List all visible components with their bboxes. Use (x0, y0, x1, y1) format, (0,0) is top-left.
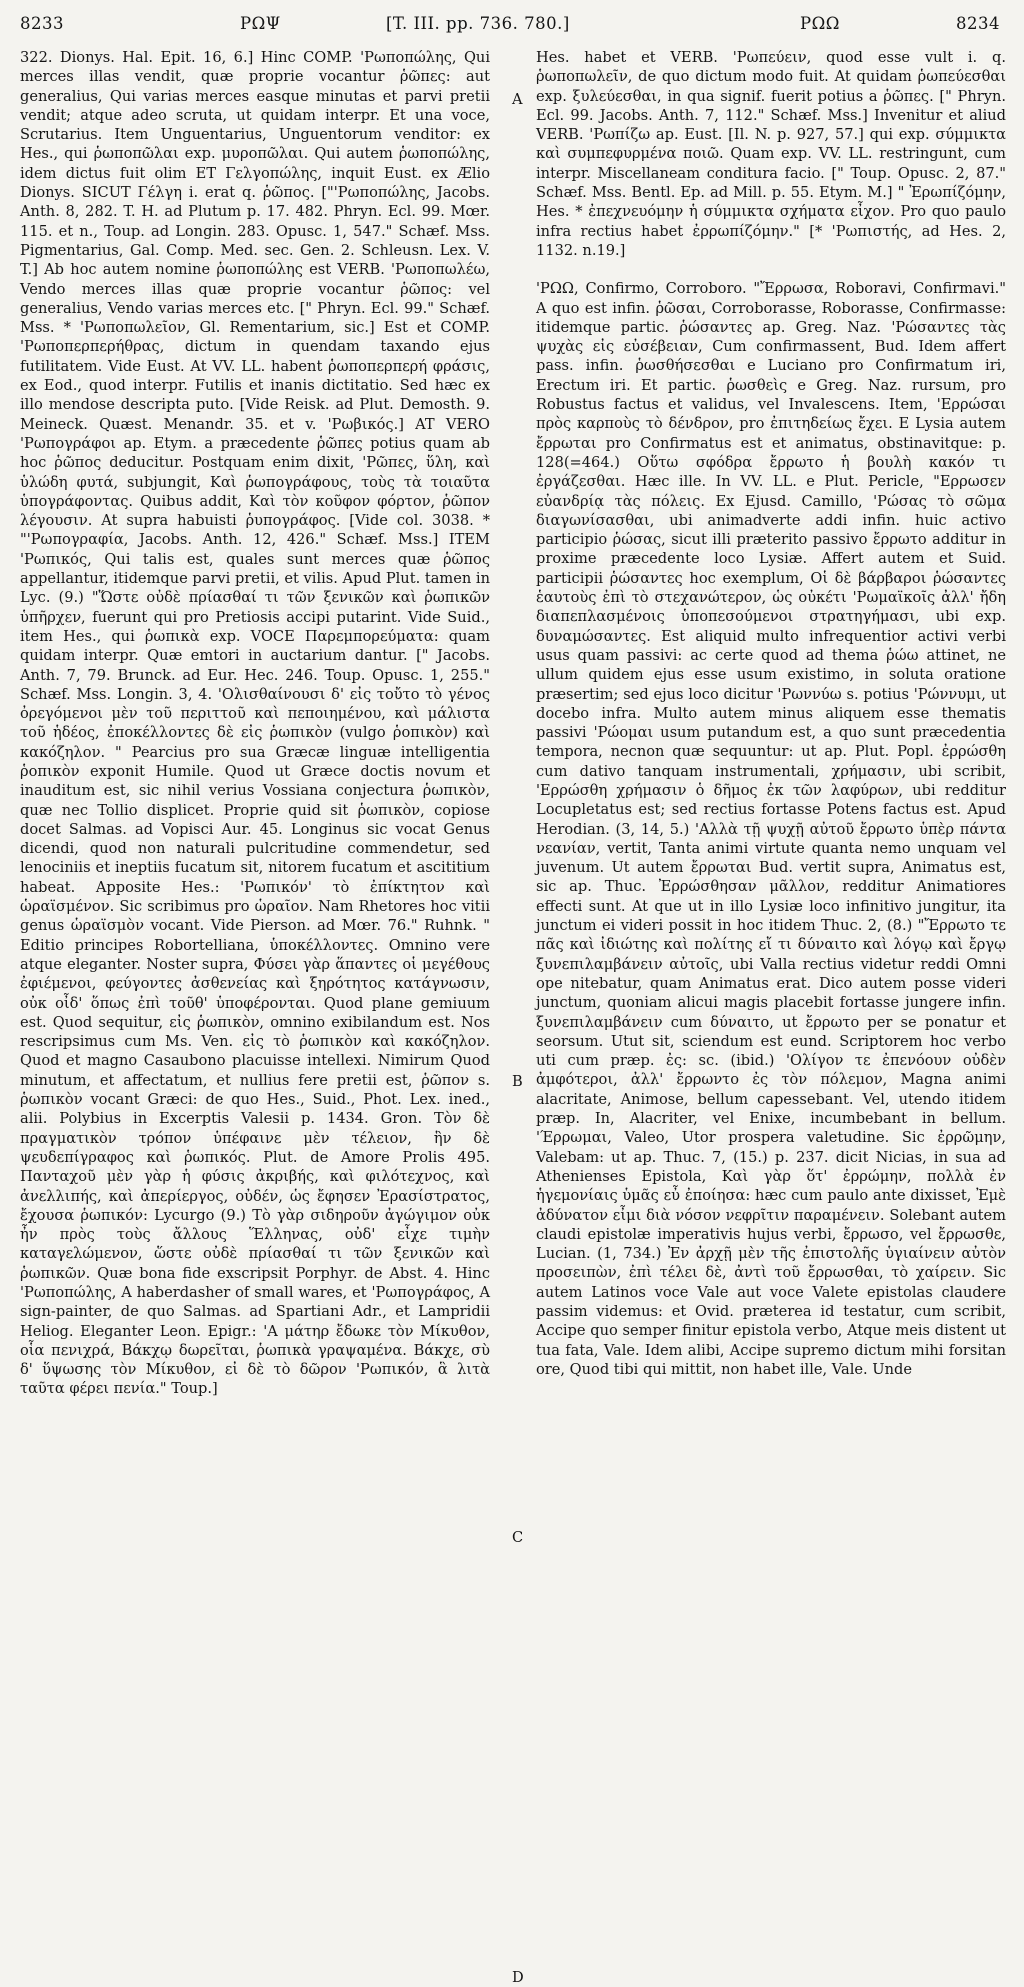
page-header (20, 8, 1006, 48)
margin-letter-d: D (512, 1969, 524, 1986)
margin-letter-a: A (512, 91, 523, 108)
volume-page-range: [T. III. pp. 736. 780.] (386, 14, 570, 33)
right-column (536, 48, 1006, 1399)
right-column-entry-ropeuein: Hes. habet et VERB. 'Ρωπεύειν, quod esse vult i. q. ῥωποπωλεῖν, de quo dictum modo fuit. At quidam ῥωπεύεσθαι exp. ξυλεύεσθαι, in qua signif. fuerit potius a ῥῶπες. [" Phryn. Ecl. 99. Jacobs. Anth. 7, 112." Schæf. Mss.] Invenitur et aliud VERB. 'Ρωπίζω ap. Eust. [Il. N. p. 927, 57.] qui exp. σύμμικτα καὶ συμπεφυρμένα ποιῶ. Quam exp. VV. LL. restringunt, cum interpr. Miscellaneam conditura facio. [" Toup. Opusc. 2, 87." Schæf. Mss. Bentl. Ep. ad Mill. p. 55. Etym. M.] " Ἐρωπίζόμην, Hes. * ἐπεχνευόμην ἡ σύμμικτα σχήματα εἶχον. Pro quo paulo infra rectius habet ἐρρωπίζόμην." [* 'Ρωπιστής, ad Hes. 2, 1132. n.19.] (536, 49, 1006, 259)
right-column-entry-roo: 'ΡΩΩ, Confirmo, Corroboro. "Ἔρρωσα, Roboravi, Confirmavi." A quo est infin. ῥῶσαι, Corroborasse, Roborasse, Confirmasse: itidemque partic. ῥώσαντες ap. Greg. Naz. 'Ρώσαντες τὰς ψυχὰς εἰς εὐσέβειαν, Cum confirmassent, Bud. Idem affert pass. infin. ῥωσθήσεσθαι e Luciano pro Confirmatum iri, Erectum iri. Et partic. ῥωσθεὶς e Greg. Naz. rursum, pro Robustus factus et validus, vel Invalescens. Item, 'Ερρώσαι πρὸς καρποὺς τὸ δένδρον, pro ἐπιτηδείως ἔχει. E Lysia autem ἔρρωται pro Confirmatus est et animatus, obstinavitque: p. 128(=464.) Οὕτω σφόδρα ἔρρωτο ἡ βουλὴ κακόν τι ἐργάζεσθαι. Hæc ille. In VV. LL. e Plut. Pericle, "Ερρωσεν εὐανδρίᾳ τὰς πόλεις. Ex Ejusd. Camillo, 'Ρώσας τὸ σῶμα διαγωνίσασθαι, ubi animadverte addi infin. huic activo participio ῥώσας, sicut illi præterito passivo ἔρρωτο additur in proxime præcedente loco Lysiæ. Affert autem et Suid. participii ῥώσαντες hoc exemplum, Οἱ δὲ βάρβαροι ῥώσαντες ἑαυτοὺς ἐπὶ τὸ στεχανώτερον, ὡς οὐκέτι 'Ρωμαϊκοῖς ἀλλ' ἤδη διαπεπλασμένοις ὑποπεσούμενοι στρατηγήμασι, ubi exp. δυναμώσαντες. Est aliquid multo infrequentior activi verbi usus quam passivi: ac certe quod ad thema ῥώω attinet, ne ullum quidem ejus esse usum existimo, in soluta oratione præsertim; sed ejus loco dicitur 'Ρωννύω s. potius 'Ρώννυμι, ut docebo infra. Multo autem minus aliquem esse thematis passivi 'Ρώομαι usum putandum est, a quo sunt præcedentia tempora, necnon quæ sequuntur: ut ap. Plut. Popl. ἐρρώσθη cum dativo tanquam instrumentali, χρήμασιν, ubi scribit, 'Ερρώσθη χρήμασιν ὁ δῆμος ἐκ τῶν λαφύρων, ubi redditur Locupletatus est; sed rectius fortasse Potens factus est. Apud Herodian. (3, 14, 5.) 'Αλλὰ τῇ ψυχῇ αὐτοῦ ἔρρωτο ὑπὲρ πάντα νεανίαν, vertit, Tanta animi virtute quanta nemo unquam vel juvenum. Ut autem ἔρρωται Bud. vertit supra, Animatus est, sic ap. Thuc. Ἐρρώσθησαν μᾶλλον, redditur Animatiores effecti sunt. At que ut in illo Lysiæ loco infinitivo jungitur, ita junctum ei videri possit in hoc itidem Thuc. 2, (8.) "Ἔρρωτο τε πᾶς καὶ ἰδιώτης καὶ πολίτης εἴ τι δύναιτο καὶ λόγῳ καὶ ἔργῳ ξυνεπιλαμβάνειν αὐτοῖς, ubi Valla rectius videtur reddi Omni ope nitebatur, quam Animatus erat. Dico autem posse videri junctum, quoniam alicui magis placebit fortasse jungere infin. ξυνεπιλαμβάνειν cum δύναιτο, ut ἔρρωτο per se ponatur et seorsum. Utut sit, sciendum est eund. Scriptorem hoc verbo uti cum præp. ἐς: sc. (ibid.) 'Ολίγον τε ἐπενόουν οὐδὲν ἀμφότεροι, ἀλλ' ἔρρωντο ἐς τὸν πόλεμον, Magna animi alacritate, Animose, bellum capessebant. Vel, utendo itidem præp. In, Alacriter, vel Enixe, incumbebant in bellum. 'Έρρωμαι, Valeo, Utor prospera valetudine. Sic ἐρρῶμην, Valebam: ut ap. Thuc. 7, (15.) p. 237. dicit Nicias, in sua ad Athenienses Epistola, Καὶ γὰρ ὅτ' ἐρρώμην, πολλὰ ἐν ἡγεμονίαις ὑμᾶς εὖ ἐποίησα: hæc cum paulo ante dixisset, Ἐμὲ ἀδύνατον εἶμι διὰ νόσον νεφρῖτιν παραμένειν. Solebant autem claudi epistolæ imperativis hujus verbi, ἔρρωσο, vel ἔρρωσθε, Lucian. (1, 734.) Ἐν ἀρχῇ μὲν τῆς ἐπιστολῆς ὑγιαίνειν αὐτὸν προσειπὼν, ἐπὶ τέλει δὲ, ἀντὶ τοῦ ἔρρωσθαι, τὸ χαίρειν. Sic autem Latinos voce Vale aut voce Valete epistolas claudere passim videmus: et Ovid. præterea id testatur, cum scribit, Accipe quo semper finitur epistola verbo, Atque meis distent ut tua fata, Vale. Idem alibi, Accipe supremo dictum mihi forsitan ore, Quod tibi qui mittit, non habet ille, Vale. Unde (536, 280, 1006, 1378)
text-columns (20, 48, 1006, 1986)
right-running-head: ΡΩΩ (800, 14, 840, 33)
left-running-head: ΡΩΨ (240, 14, 281, 33)
left-page-number: 8233 (20, 14, 64, 33)
left-column (20, 48, 490, 1399)
margin-letter-c: C (512, 1529, 524, 1546)
left-column-text: 322. Dionys. Hal. Epit. 16, 6.] Hinc COMP. 'Ρωποπώλης, Qui merces illas vendit, quæ proprie vocantur ῥῶπες: aut generalius, Qui varias merces easque minutas et parvi pretii vendit; atque adeo scruta, ut quidam interpr. Et una voce, Scrutarius. Item Unguentarius, Unguentorum venditor: ex Hes., qui ῥωποπῶλαι exp. μυροπῶλαι. Qui autem ῥωποπώλης, idem dictus fuit olim ET Γελγοπώλης, inquit Eust. ex Ælio Dionys. SICUT Γέλγη i. erat q. ῥῶπος. ["'Ρωποπώλης, Jacobs. Anth. 8, 282. T. H. ad Plutum p. 17. 482. Phryn. Ecl. 99. Mœr. 115. et n., Toup. ad Longin. 283. Opusc. 1, 547." Schæf. Mss. Pigmentarius, Gal. Comp. Med. sec. Gen. 2. Schleusn. Lex. V. T.] Ab hoc autem nomine ῥωποπώλης est VERB. 'Ρωποπωλέω, Vendo merces illas quæ proprie vocantur ῥῶπος: vel generalius, Vendo varias merces etc. [" Phryn. Ecl. 99." Schæf. Mss. * 'Ρωποπωλεῖον, Gl. Rementarium, sic.] Est et COMP. 'Ρωποπερπερήθρας, dictum in quendam taxando ejus futilitatem. Vide Eust. At VV. LL. habent ῥωποπερπερή φράσις, ex Eod., quod interpr. Futilis et inanis dictitatio. Sed hæc ex illo mendose descripta puto. [Vide Reisk. ad Plut. Demosth. 9. Meineck. Quæst. Menandr. 35. et v. 'Ρωβικός.] AT VERO 'Ρωπογράφοι ap. Etym. a præcedente ῥῶπες potius quam ab hoc ῥῶπος deducitur. Postquam enim dixit, 'Ρῶπες, ὕλη, καὶ ὑλώδη φυτά, subjungit, Καὶ ῥωπογράφους, τοὺς τὰ τοιαῦτα ὑπογράφοντας. Quibus addit, Καὶ τὸν κοῦφον φόρτον, ῥῶπον λέγουσιν. At supra habuisti ῥυπογράφος. [Vide col. 3038. * "'Ρωπογραφία, Jacobs. Anth. 12, 426." Schæf. Mss.] ITEM 'Ρωπικός, Qui talis est, quales sunt merces quæ ῥῶπος appellantur, itidemque parvi pretii, et vilis. Apud Plut. tamen in Lyc. (9.) "Ὥστε οὐδὲ πρίασθαί τι τῶν ξενικῶν καὶ ῥωπικῶν ὑπῆρχεν, fuerunt qui pro Pretiosis accipi putarint. Vide Suid., item Hes., qui ῥωπικὰ exp. VOCE Παρεμπορεύματα: quam quidam interpr. Quæ emtori in auctarium dantur. [" Jacobs. Anth. 7, 79. Brunck. ad Eur. Hec. 246. Toup. Opusc. 1, 255." Schæf. Mss. Longin. 3, 4. 'Ολισθαίνουσι δ' εἰς τοὔτο τὸ γένος ὀρεγόμενοι μὲν τοῦ περιττοῦ καὶ πεποιημένου, καὶ μάλιστα τοῦ ἡδέος, ἐποκέλλοντες δὲ εἰς ῥωπικὸν (vulgo ῥοπικὸν) καὶ κακόζηλον. " Pearcius pro sua Græcæ linguæ intelligentia ῥοπικὸν exponit Humile. Quod ut Græce doctis novum et inauditum est, sic nihil verius Vossiana conjectura ῥωπικὸν, quæ nec Tollio displicet. Proprie quid sit ῥωπικὸν, copiose docet Salmas. ad Vopisci Aur. 45. Longinus sic vocat Genus dicendi, quod non naturali pulcritudine commendetur, sed lenociniis et ineptiis fucatum sit, nitorem fucatum et ascititium habeat. Apposite Hes.: 'Ρωπικόν' τὸ ἐπίκτητον καὶ ὡραϊσμένον. Sic scribimus pro ὡραῖον. Nam Rhetores hoc vitii genus ὡραϊσμὸν vocant. Vide Pierson. ad Mœr. 76." Ruhnk. " Editio principes Robortelliana, ὑποκέλλοντες. Omnino vere atque eleganter. Noster supra, Φύσει γὰρ ἅπαντες οἱ μεγέθους ἐφιέμενοι, φεύγοντες ἀσθενείας καὶ ξηρότητος κατάγνωσιν, οὐκ οἶδ' ὅπως ἐπὶ τοῦθ' ὑποφέρονται. Quod plane gemiuum est. Quod sequitur, εἰς ῥωπικὸν, omnino exibilandum est. Nos rescripsimus cum Ms. Ven. εἰς τὸ ῥωπικὸν καὶ κακόζηλον. Quod et magno Casaubono placuisse intellexi. Nimirum Quod minutum, et affectatum, et nullius fere pretii est, ῥῶπον s. ῥωπικὸν vocant Græci: de quo Hes., Suid., Phot. Lex. ined., alii. Polybius in Excerptis Valesii p. 1434. Gron. Τὸν δὲ πραγματικὸν τρόπον ὑπέφαινε μὲν τέλειον, ἣν δὲ ψευδεπίγραφος καὶ ῥωπικός. Plut. de Amore Prolis 495. Πανταχοῦ μὲν γὰρ ἡ φύσις ἀκριβής, καὶ φιλότεχνος, καὶ ἀνελλιπής, καὶ ἀπερίεργος, οὐδέν, ὡς ἔφησεν Ἐρασίστρατος, ἔχουσα ῥωπικόν: Lycurgo (9.) Τὸ γὰρ σιδηροῦν ἀγώγιμον οὐκ ἦν πρὸς τοὺς ἄλλους Ἕλληνας, οὐδ' εἶχε τιμὴν καταγελώμενον, ὥστε οὐδὲ πρίασθαί τι τῶν ξενικῶν καὶ ῥωπικῶν. Quæ bona fide exscripsit Porphyr. de Abst. 4. Hinc 'Ρωποπώλης, A haberdasher of small wares, et 'Ρωπογράφος, A sign-painter, de quo Salmas. ad Spartiani Adr., et Lampridii Heliog. Eleganter Leon. Epigr.: 'Α μάτηρ ἔδωκε τὸν Μίκυθον, οἷα πενιχρά, Βάκχῳ δωρεῖται, ῥωπικὰ γραψαμένα. Βάκχε, σὺ δ' ὕψωσης τὸν Μίκυθον, εἰ δὲ τὸ δῶρον 'Ρωπικόν, ἃ λιτὰ ταῦτα φέρει πενία." Toup.] (20, 49, 490, 1398)
margin-letter-b: B (512, 1073, 523, 1090)
right-page-number: 8234 (956, 14, 1000, 33)
